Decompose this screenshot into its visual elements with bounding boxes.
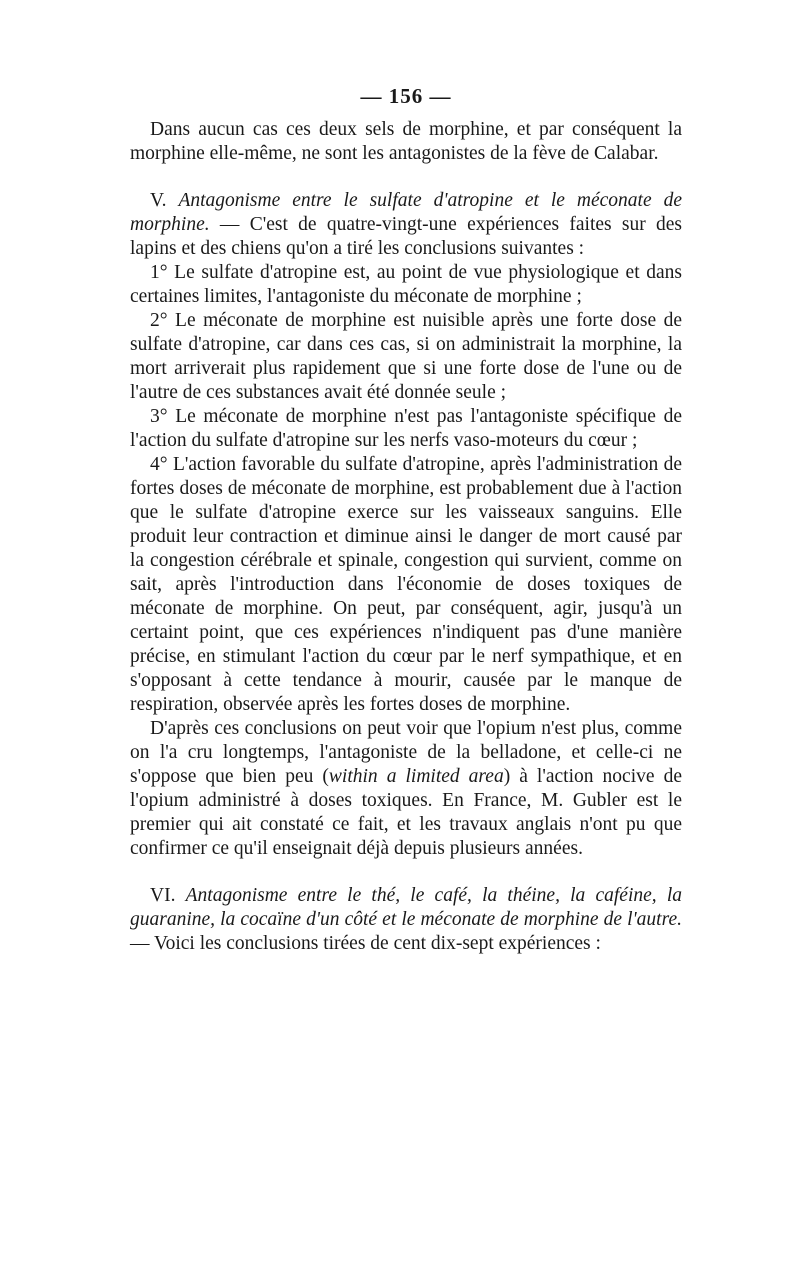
conclusion-text-italic: within a limited area (328, 766, 504, 787)
intro-paragraph: Dans aucun cas ces deux sels de morphine, et par conséquent la morphine elle-même, ne sont les antagonistes de la fève de Calabar. (130, 119, 682, 164)
page-number: — 156 — (360, 84, 452, 108)
section-v (130, 189, 682, 861)
conclusion-text-before: D'après ces conclusions on peut voir que l'opium n'est plus, comme on l'a cru longtemps, l'antagoniste de la belladone, et celle-ci ne s'oppose que bien peu ( (130, 718, 682, 787)
conclusion-item-4: 4° L'action favorable du sulfate d'atropine, après l'administration de fortes doses de méconate de morphine, est probablement due à l'action que le sulfate d'atropine exerce sur les vaisseaux sanguins. Elle produit leur contraction et diminue ainsi le danger de mort causé par la congestion cérébrale et spinale, congestion qui survient, comme on sait, après l'introduction dans l'économie de doses toxiques de méconate de morphine. On peut, par conséquent, agir, jusqu'à un certaint point, que ces expériences n'indiquent pas d'une manière précise, en stimulant l'action du cœur par le nerf sympathique, et en s'opposant à cette tendance à mourir, causée par le manque de respiration, observée après les fortes doses de morphine. (130, 454, 682, 715)
section-vi-title: Antagonisme entre le thé, le café, la théine, la caféine, la guaranine, la cocaïne d'un côté et le méconate de morphine de l'autre. (130, 885, 683, 930)
conclusion-item-2: 2° Le méconate de morphine est nuisible après une forte dose de sulfate d'atropine, car dans ces cas, si on administrait la morphine, la mort arriverait plus rapidement que si une forte dose de l'une ou de l'autre de ces substances avait été donnée seule ; (130, 310, 682, 403)
book-page (130, 84, 682, 956)
section-v-heading (130, 189, 682, 261)
section-vi-number: VI. (150, 885, 176, 906)
conclusion-item-1: 1° Le sulfate d'atropine est, au point de vue physiologique et dans certaines limites, l'antagoniste du méconate de morphine ; (130, 262, 682, 307)
section-v-lead: — C'est de quatre-vingt-une expériences faites sur des lapins et des chiens qu'on a tiré les conclusions suivantes : (130, 214, 682, 259)
section-vi-lead: — Voici les conclusions tirées de cent dix-sept expériences : (130, 933, 601, 954)
section-v-conclusion (130, 717, 682, 861)
section-vi (130, 884, 682, 956)
section-v-title: Antagonisme entre le sulfate d'atropine et le méconate de morphine. (130, 190, 683, 235)
section-v-number: V. (150, 190, 167, 211)
section-vi-heading (130, 884, 682, 956)
conclusion-item-3: 3° Le méconate de morphine n'est pas l'antagoniste spécifique de l'action du sulfate d'atropine sur les nerfs vaso-moteurs du cœur ; (130, 406, 682, 451)
conclusion-text-after: ) à l'action nocive de l'opium administré à doses toxiques. En France, M. Gubler est le premier qui ait constaté ce fait, et les travaux anglais n'ont pu que confirmer ce qu'il enseignait déjà depuis plusieurs années. (130, 766, 682, 859)
